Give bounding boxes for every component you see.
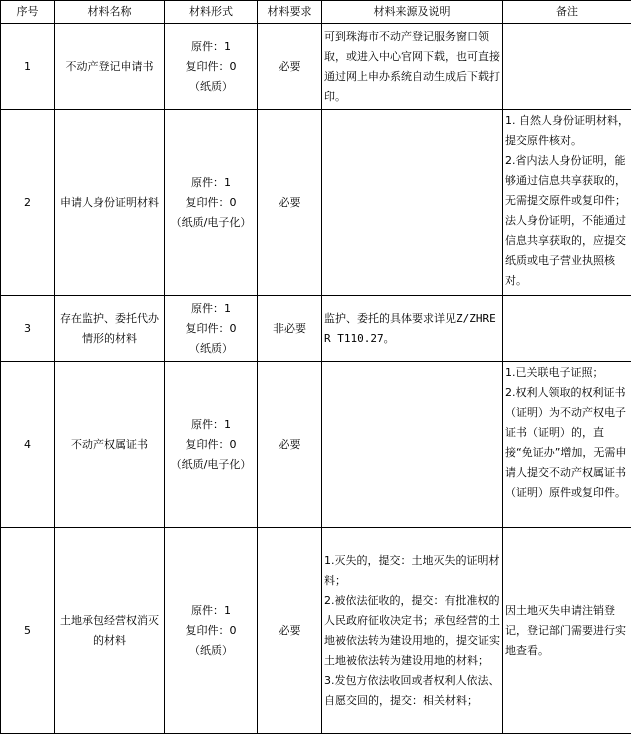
form-copy: 复印件：0	[185, 437, 237, 451]
cell-form	[165, 528, 258, 734]
source-text: 3.发包方依法收回或者权利人依法、自愿交回的，提交：相关材料；	[324, 673, 500, 707]
cell-requirement: 必要	[258, 528, 322, 734]
form-type: （纸质）	[189, 79, 233, 93]
cell-note	[503, 24, 631, 110]
cell-source	[322, 24, 503, 110]
header-seq: 序号	[1, 1, 55, 24]
table-row	[1, 110, 631, 296]
cell-seq: 3	[1, 296, 55, 362]
cell-seq: 5	[1, 528, 55, 734]
form-copy: 复印件：0	[185, 59, 237, 73]
cell-form	[165, 296, 258, 362]
cell-source	[322, 110, 503, 296]
cell-name: 申请人身份证明材料	[55, 110, 165, 296]
cell-requirement: 必要	[258, 110, 322, 296]
table-row	[1, 362, 631, 528]
header-form: 材料形式	[165, 1, 258, 24]
table-row	[1, 296, 631, 362]
note-text: 1. 自然人身份证明材料，提交原件核对。	[505, 114, 629, 147]
form-copy: 复印件：0	[185, 195, 237, 209]
cell-source	[322, 528, 503, 734]
header-requirement: 材料要求	[258, 1, 322, 24]
form-type: （纸质）	[189, 341, 233, 355]
header-note: 备注	[503, 1, 631, 24]
cell-note	[503, 110, 631, 296]
cell-seq: 4	[1, 362, 55, 528]
cell-note	[503, 528, 631, 734]
header-name: 材料名称	[55, 1, 165, 24]
source-text: 1.灭失的，提交：土地灭失的证明材料；	[324, 553, 500, 587]
cell-requirement: 必要	[258, 24, 322, 110]
cell-source	[322, 362, 503, 528]
form-original: 原件：1	[191, 603, 231, 617]
cell-source	[322, 296, 503, 362]
cell-seq: 2	[1, 110, 55, 296]
cell-form	[165, 362, 258, 528]
header-source: 材料来源及说明	[322, 1, 503, 24]
form-type: （纸质）	[189, 643, 233, 657]
form-type: （纸质/电子化）	[170, 457, 252, 471]
form-type: （纸质/电子化）	[170, 215, 252, 229]
cell-name: 不动产登记申请书	[55, 24, 165, 110]
form-original: 原件：1	[191, 175, 231, 189]
cell-name: 土地承包经营权消灭的材料	[55, 528, 165, 734]
cell-name: 存在监护、委托代办情形的材料	[55, 296, 165, 362]
cell-form	[165, 110, 258, 296]
note-text: 2.权利人领取的权利证书（证明）为不动产权电子证书（证明）的，直接“免证办”增加，无需申请人提交不动产权属证书（证明）原件或复印件。	[505, 386, 627, 499]
cell-form	[165, 24, 258, 110]
table-row	[1, 528, 631, 734]
cell-seq: 1	[1, 24, 55, 110]
cell-name: 不动产权属证书	[55, 362, 165, 528]
form-copy: 复印件：0	[185, 623, 237, 637]
note-text: 1.已关联电子证照；	[505, 366, 604, 379]
cell-note	[503, 362, 631, 528]
form-original: 原件：1	[191, 39, 231, 53]
cell-note	[503, 296, 631, 362]
header-row	[1, 1, 631, 24]
note-text: 因土地灭失申请注销登记，登记部门需要进行实地查看。	[505, 603, 626, 657]
note-text: 2.省内法人身份证明，能够通过信息共享获取的，无需提交原件或复印件；法人身份证明，不能通过信息共享获取的，应提交纸质或电子营业执照核对。	[505, 154, 626, 287]
source-text: 2.被依法征收的，提交：有批准权的人民政府征收决定书；承包经营的土地被依法转为建设用地的，提交证实土地被依法转为建设用地的材料；	[324, 593, 500, 667]
source-text: 可到珠海市不动产登记服务窗口领取，或进入中心官网下载，也可直接通过网上申办系统自动生成后下载打印。	[324, 29, 500, 103]
cell-requirement: 必要	[258, 362, 322, 528]
form-original: 原件：1	[191, 417, 231, 431]
form-copy: 复印件：0	[185, 321, 237, 335]
form-original: 原件：1	[191, 301, 231, 315]
table-row	[1, 24, 631, 110]
cell-requirement: 非必要	[258, 296, 322, 362]
source-text: 监护、委托的具体要求详见Z/ZHRER T110.27。	[324, 311, 496, 345]
